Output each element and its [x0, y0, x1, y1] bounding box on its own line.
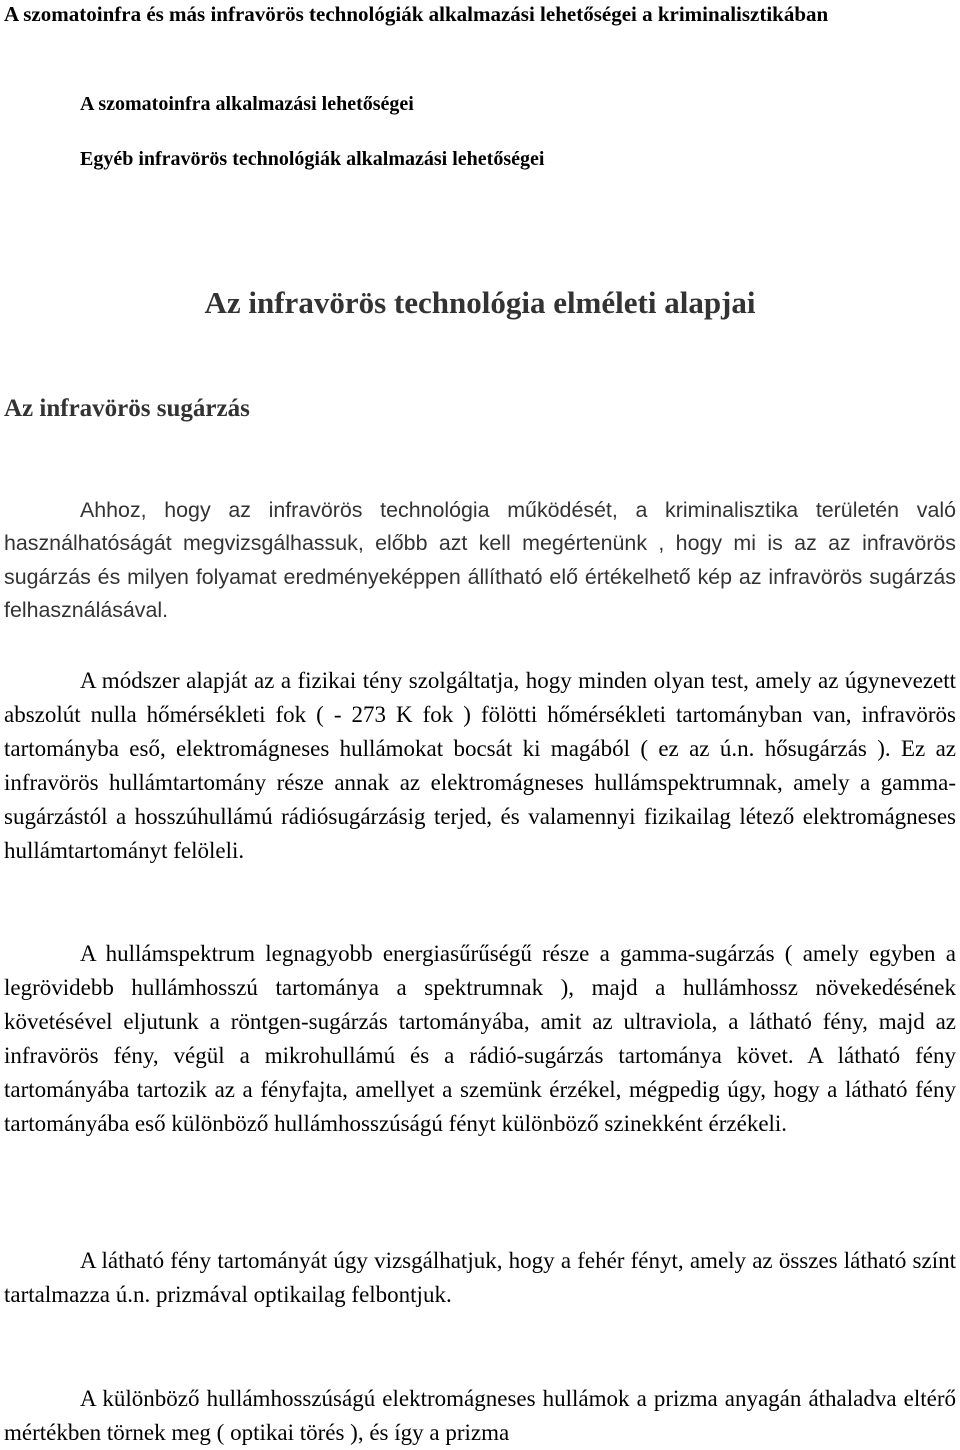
- toc-item-other-technologies: Egyéb infravörös technológiák alkalmazási lehetőségei: [80, 148, 545, 170]
- paragraph-intro: Ahhoz, hogy az infravörös technológia működését, a kriminalisztika területén való használhatóságát megvizsgálhassuk, előbb azt kell megértenünk , hogy mi is az az infravörös sugárzás és milyen folyamat eredményeképpen állítható elő értékelhető kép az infravörös sugárzás felhasználásával.: [4, 498, 956, 622]
- subsection-heading: Az infravörös sugárzás: [4, 395, 250, 422]
- toc-item-main-title: A szomatoinfra és más infravörös technológiák alkalmazási lehetőségei a kriminalisztikában: [4, 2, 829, 26]
- paragraph-spectrum: A hullámspektrum legnagyobb energiasűrűségű része a gamma-sugárzás ( amely egyben a legrövidebb hullámhosszú tartománya a spektrumnak ), majd a hullámhossz növekedésének követésével eljutunk a röntgen-sugárzás tartományába, amit az ultraviola, a látható fény, majd az infravörös fény, végül a mikrohullámú és a rádió-sugárzás tartománya követ. A látható fény tartományába tartozik az a fényfajta, amellyet a szemünk érzékel, mégpedig úgy, hogy a látható fény tartományába eső különböző hullámhosszúságú fényt különböző szinekként érzékeli.: [4, 941, 956, 1136]
- toc-item-somatoinfra: A szomatoinfra alkalmazási lehetőségei: [80, 93, 414, 115]
- paragraph-method: A módszer alapját az a fizikai tény szolgáltatja, hogy minden olyan test, amely az úgynevezett abszolút nulla hőmérsékleti fok ( - 273 K fok ) fölötti hőmérsékleti tartományban van, infravörös tartományba eső, elektromágneses hullámokat bocsát ki magából ( ez az ú.n. hősugárzás ). Ez az infravörös hullámtartomány része annak az elektromágneses hullámspektrumnak, amely a gamma-sugárzástól a hosszúhullámú rádiósugárzásig terjed, és valamennyi fizikailag létező elektromágneses hullámtartományt felöleli.: [4, 668, 956, 863]
- paragraph-prism: A különböző hullámhosszúságú elektromágneses hullámok a prizma anyagán áthaladva eltérő mértékben törnek meg ( optikai törés ), és így a prizma: [4, 1386, 956, 1445]
- section-heading: Az infravörös technológia elméleti alapjai: [204, 285, 756, 320]
- paragraph-visible-light: A látható fény tartományát úgy vizsgálhatjuk, hogy a fehér fényt, amely az összes látható színt tartalmazza ú.n. prizmával optikailag felbontjuk.: [4, 1248, 956, 1307]
